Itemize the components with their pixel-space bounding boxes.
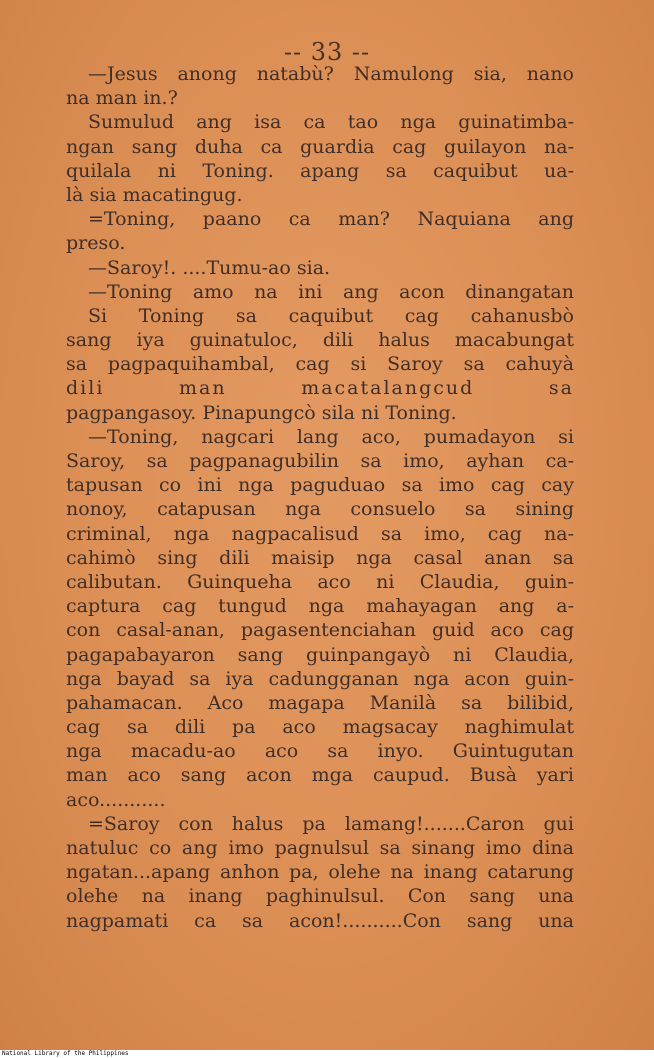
text-line: pagpangasoy. Pinapungcò sila ni Toning. bbox=[66, 401, 457, 424]
text-line: man aco sang acon mga caupud. Busà yari bbox=[66, 764, 574, 787]
text-line: nga macadu-ao aco sa inyo. Guintugutan bbox=[66, 740, 574, 763]
text-line: Sumulud ang isa ca tao nga guinatimba- bbox=[88, 111, 574, 134]
text-line: cahimò sing dili maisip nga casal anan sa bbox=[66, 546, 574, 569]
text-line: aco........... bbox=[66, 788, 166, 811]
text-line: nonoy, catapusan nga consuelo sa sining bbox=[66, 498, 574, 521]
text-line: =Saroy con halus pa lamang!.......Caron gui bbox=[88, 812, 574, 835]
text-line: —Toning, nagcari lang aco, pumadayon si bbox=[88, 425, 574, 448]
text-line: quilala ni Toning. apang sa caquibut ua- bbox=[66, 159, 574, 182]
text-line: —Saroy!. ....Tumu-ao sia. bbox=[88, 256, 331, 279]
text-line: —Toning amo na ini ang acon dinangatan bbox=[88, 280, 574, 303]
text-line: calibutan. Guinqueha aco ni Claudia, guin- bbox=[66, 570, 574, 593]
text-line: sa pagpaquihambal, cag si Saroy sa cahuyà bbox=[66, 353, 574, 376]
library-credit: National Library of the Philippines bbox=[2, 1050, 129, 1057]
text-line: tapusan co ini nga paguduao sa imo cag cay bbox=[66, 474, 574, 497]
text-line: captura cag tungud nga mahayagan ang a- bbox=[66, 595, 574, 618]
text-line: ngan sang duha ca guardia cag guilayon na- bbox=[66, 135, 574, 158]
text-line: ngatan...apang anhon pa, olehe na inang catarung bbox=[66, 861, 574, 884]
text-line: pahamacan. Aco magapa Manilà sa bilibid, bbox=[66, 691, 574, 714]
text-line: —Jesus anong natabù? Namulong sia, nano bbox=[88, 63, 574, 85]
text-line: preso. bbox=[66, 232, 126, 255]
page-text bbox=[66, 62, 574, 933]
text-line: cag sa dili pa aco magsacay naghimulat bbox=[66, 716, 574, 739]
text-line: Si Toning sa caquibut cag cahanusbò bbox=[88, 304, 574, 327]
page-number: -- 33 -- bbox=[283, 38, 371, 66]
text-line: criminal, nga nagpacalisud sa imo, cag na- bbox=[66, 522, 574, 545]
text-line: nagpamati ca sa acon!..........Con sang una bbox=[66, 909, 574, 932]
text-line: =Toning, paano ca man? Naquiana ang bbox=[88, 208, 574, 231]
text-line: là sia macatingug. bbox=[66, 183, 243, 206]
text-line: na man in.? bbox=[66, 87, 178, 110]
text-line: sang iya guinatuloc, dili halus macabungat bbox=[66, 329, 574, 352]
text-line: con casal-anan, pagasentenciahan guid aco cag bbox=[66, 619, 574, 642]
text-line: Saroy, sa pagpanagubilin sa imo, ayhan ca- bbox=[66, 450, 574, 472]
text-line: nga bayad sa iya cadungganan nga acon guin- bbox=[66, 667, 574, 690]
text-line: natuluc co ang imo pagnulsul sa sinang imo dina bbox=[66, 837, 574, 859]
text-line: dili man macatalangcud sa bbox=[66, 377, 574, 400]
text-line: pagapabayaron sang guinpangayò ni Claudia, bbox=[66, 643, 574, 666]
text-line: olehe na inang paghinulsul. Con sang una bbox=[66, 885, 574, 908]
